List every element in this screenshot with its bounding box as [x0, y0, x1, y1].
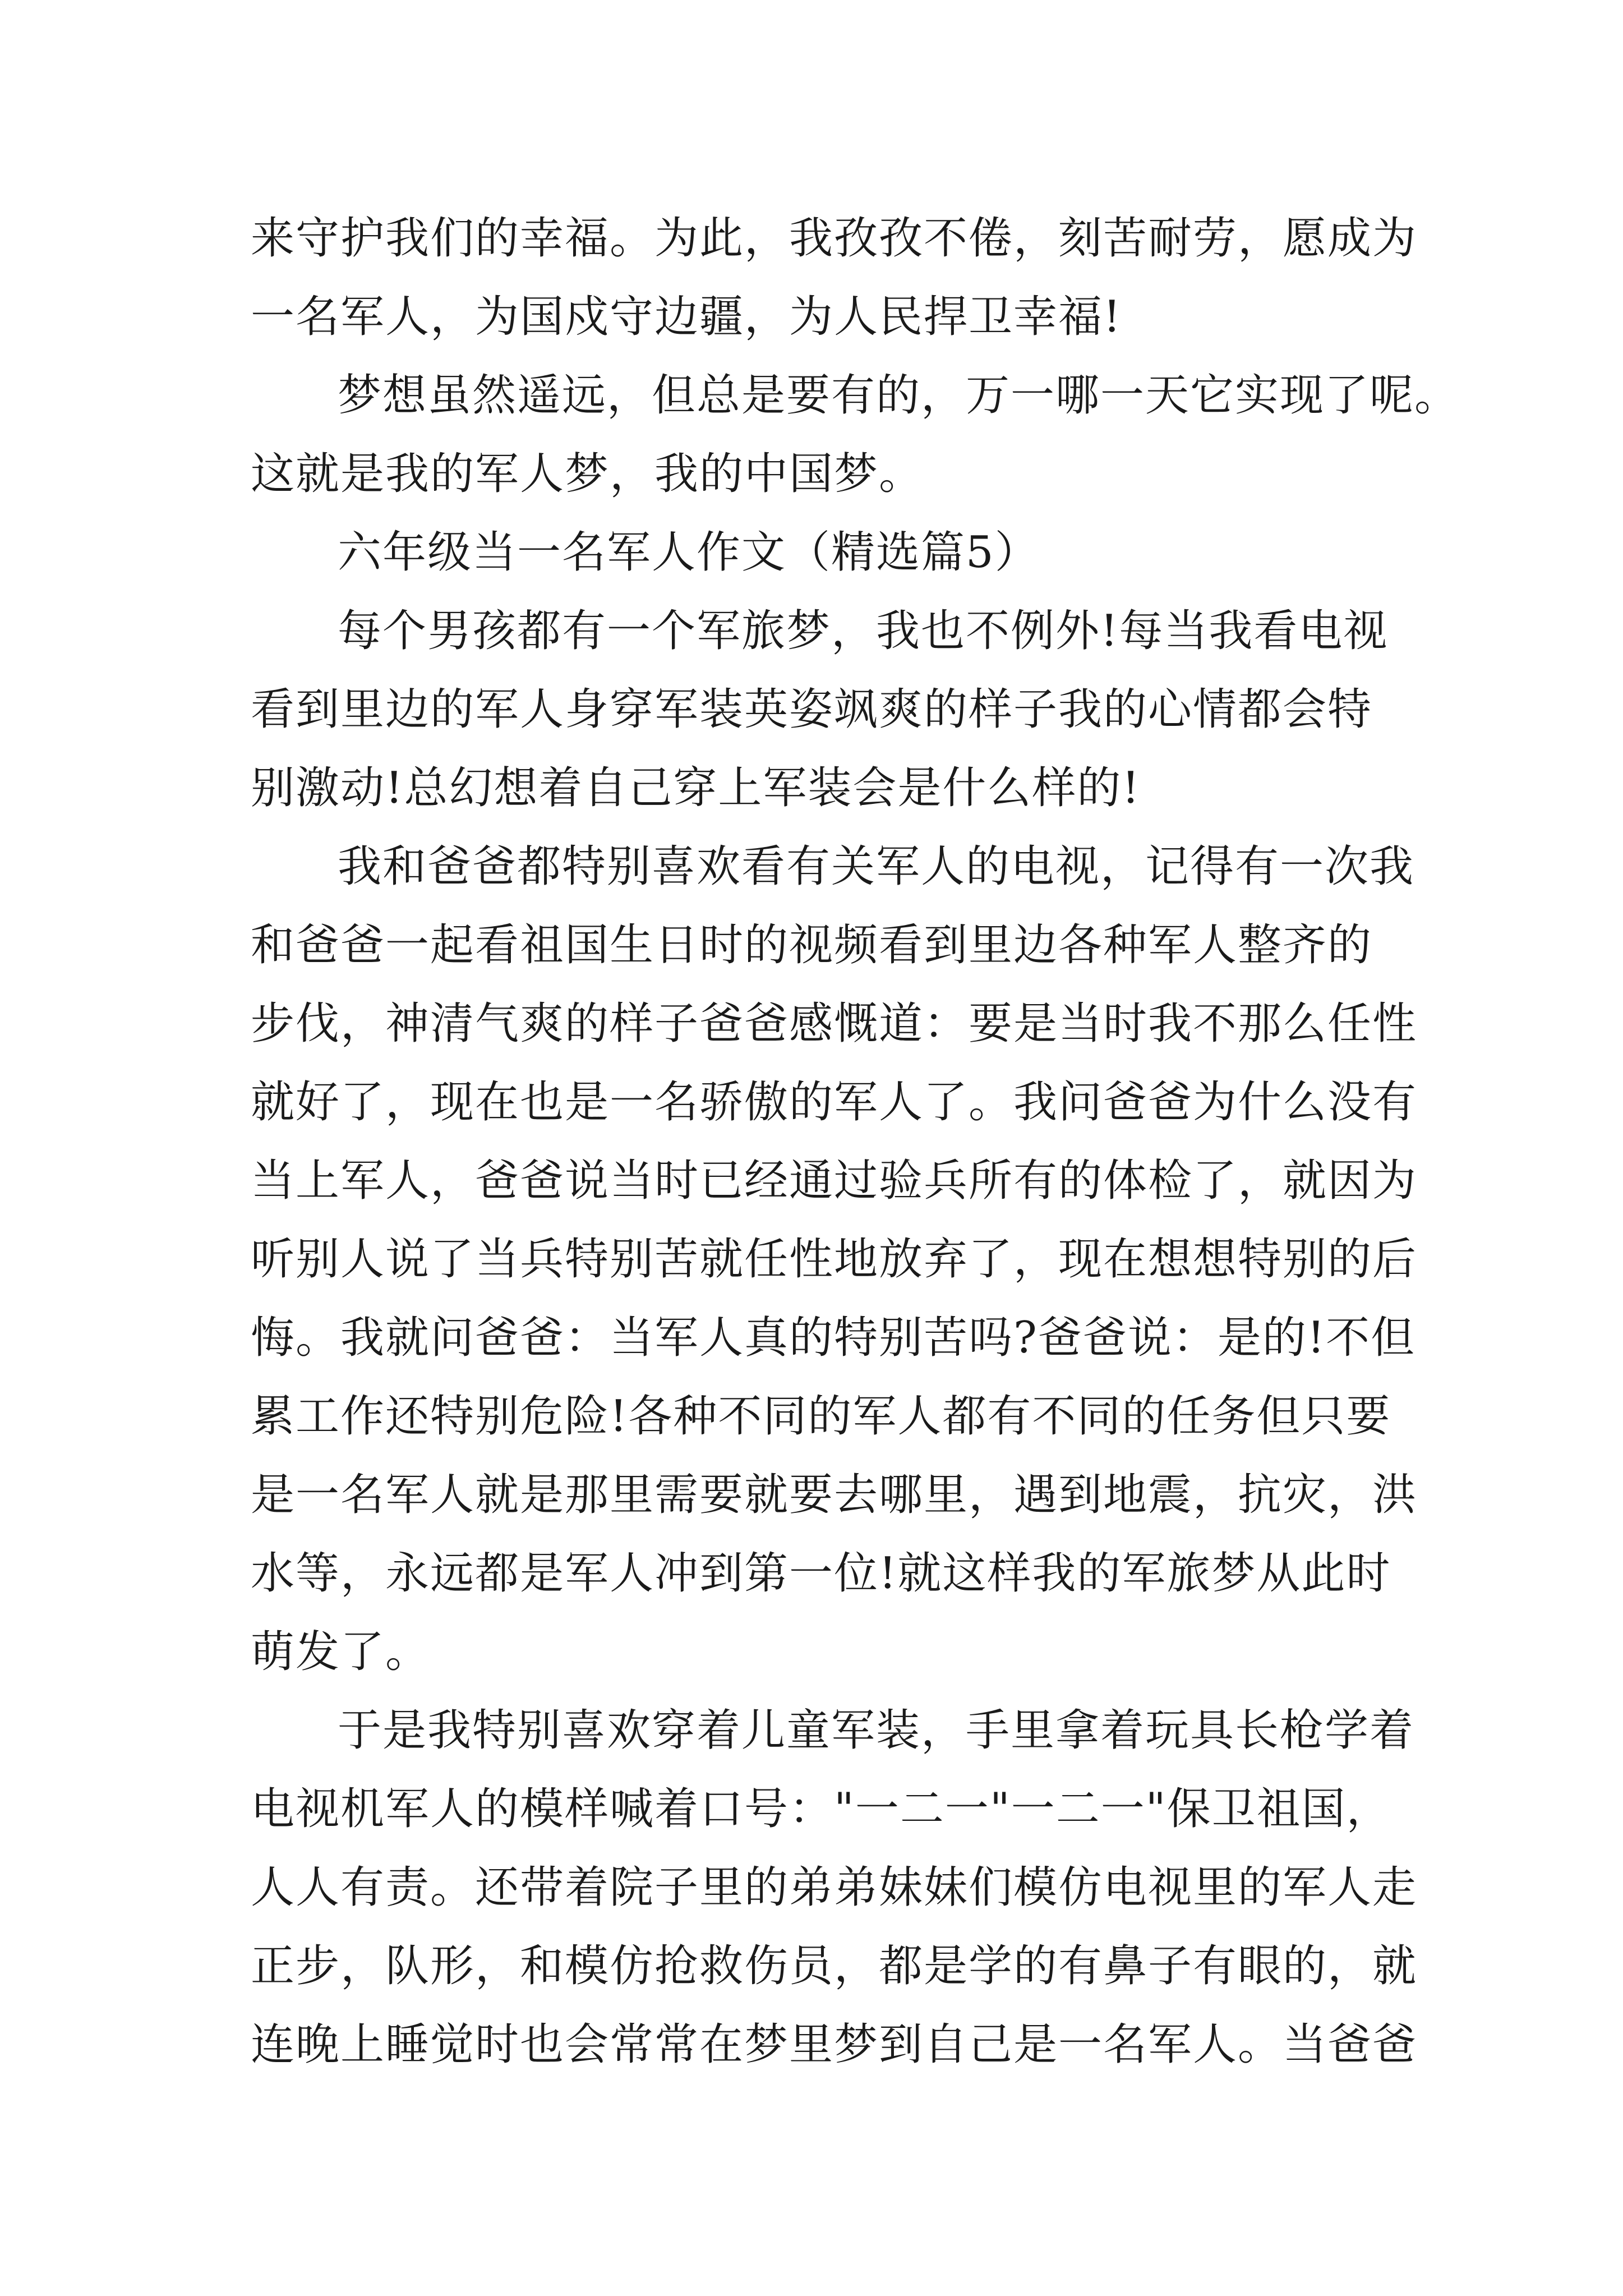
text-line-10: 和爸爸一起看祖国生日时的视频看到里边各种军人整齐的 [251, 920, 1373, 970]
text-line-13: 当上军人，爸爸说当时已经通过验兵所有的体检了，就因为 [251, 1156, 1418, 1206]
text-line-4: 这就是我的军人梦，我的中国梦。 [251, 449, 924, 499]
text-line-2: 一名军人，为国戍守边疆，为人民捍卫幸福! [251, 292, 1122, 342]
text-line-7: 看到里边的军人身穿军装英姿飒爽的样子我的心情都会特 [251, 684, 1373, 735]
text-line-3: 梦想虽然遥远，但总是要有的，万一哪一天它实现了呢。 [338, 370, 1460, 421]
text-line-15: 悔。我就问爸爸：当军人真的特别苦吗?爸爸说：是的!不但 [251, 1313, 1416, 1363]
text-line-6: 每个男孩都有一个军旅梦，我也不例外!每当我看电视 [338, 606, 1389, 656]
text-line-14: 听别人说了当兵特别苦就任性地放弃了，现在想想特别的后 [251, 1234, 1418, 1285]
text-line-24: 连晚上睡觉时也会常常在梦里梦到自己是一名军人。当爸爸 [251, 2019, 1418, 2070]
text-line-11: 步伐，神清气爽的样子爸爸感慨道：要是当时我不那么任性 [251, 999, 1418, 1049]
text-line-20: 于是我特别喜欢穿着儿童军装，手里拿着玩具长枪学着 [338, 1705, 1415, 1756]
text-line-1: 来守护我们的幸福。为此，我孜孜不倦，刻苦耐劳，愿成为 [251, 213, 1418, 264]
text-line-16: 累工作还特别危险!各种不同的军人都有不同的任务但只要 [251, 1391, 1391, 1442]
text-line-8: 别激动!总幻想着自己穿上军装会是什么样的! [251, 763, 1141, 813]
text-line-17: 是一名军人就是那里需要就要去哪里，遇到地震，抗灾，洪 [251, 1470, 1418, 1520]
text-line-23: 正步，队形，和模仿抢救伤员，都是学的有鼻子有眼的，就 [251, 1941, 1418, 1991]
text-line-12: 就好了，现在也是一名骄傲的军人了。我问爸爸为什么没有 [251, 1077, 1418, 1128]
section-heading: 六年级当一名军人作文（精选篇5） [338, 527, 1040, 578]
text-line-18: 水等，永远都是军人冲到第一位!就这样我的军旅梦从此时 [251, 1548, 1391, 1599]
text-line-9: 我和爸爸都特别喜欢看有关军人的电视，记得有一次我 [338, 841, 1415, 892]
text-line-19: 萌发了。 [251, 1627, 431, 1677]
text-line-21: 电视机军人的模样喊着口号："一二一"一二一"保卫祖国， [251, 1784, 1391, 1834]
text-line-22: 人人有责。还带着院子里的弟弟妹妹们模仿电视里的军人走 [251, 1862, 1418, 1913]
